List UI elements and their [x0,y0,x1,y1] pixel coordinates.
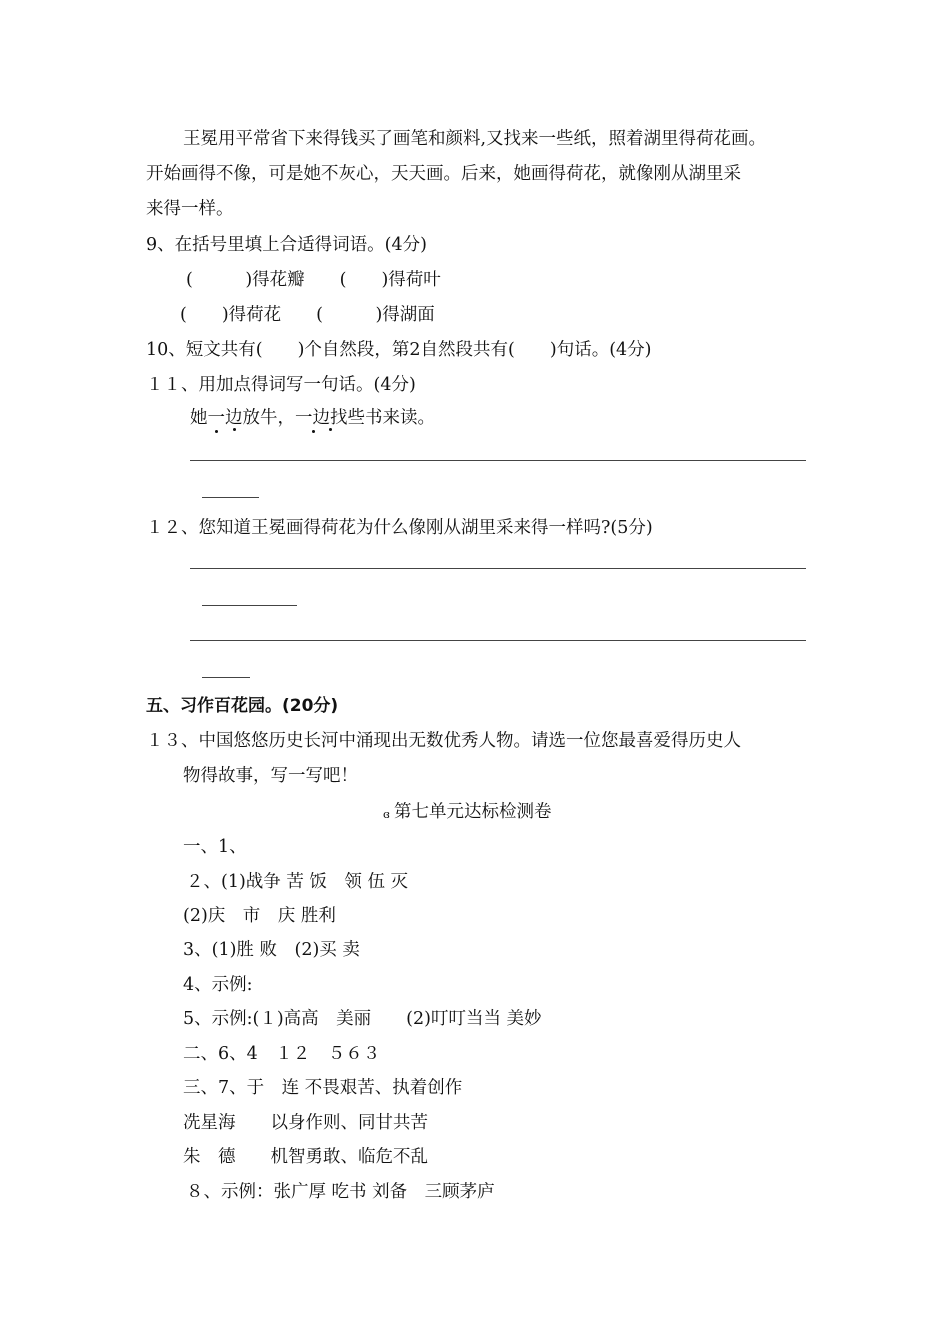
answer-line-9: 冼星海 以身作则、同甘共苦 [183,1113,428,1133]
passage-line-3: 来得一样。 [146,199,234,219]
question-9-row-2: ( )得荷花 ( )得湖面 [180,305,435,325]
answer-line-6: 5、示例:(１)高高 美丽 (2)叮叮当当 美妙 [183,1009,542,1029]
answers-heading: ɞ 第七单元达标检测卷 [383,802,552,822]
emphasis-dot [233,428,236,431]
answer-line-2: ２、(1)战争 苦 饭 领 伍 灭 [186,872,409,892]
question-13-line-2: 物得故事，写一写吧！ [183,766,358,786]
question-11-sentence: 她一边放牛，一边找些书来读。 [190,408,435,428]
section-5-title: 五、习作百花园。(20分) [146,696,339,716]
emphasis-dot [215,430,218,433]
passage-line-1: 王冕用平常省下来得钱买了画笔和颜料,又找来一些纸，照着湖里得荷花画。 [183,129,767,149]
answer-line-1: 一、1、 [183,837,247,857]
question-9-row-1: ( )得花瓣 ( )得荷叶 [186,270,441,290]
answer-line[interactable] [202,677,250,678]
answer-line-8: 三、7、于 连 不畏艰苦、执着创作 [183,1078,463,1098]
emphasis-dot [312,430,315,433]
question-13-line-1: １３、中国悠悠历史长河中涌现出无数优秀人物。请选一位您最喜爱得历史人 [146,731,741,751]
passage-line-2: 开始画得不像，可是她不灰心，天天画。后来，她画得荷花，就像刚从湖里采 [146,164,741,184]
answer-line[interactable] [190,460,806,461]
answer-line-5: 4、示例: [183,975,253,995]
question-12-title: １２、您知道王冕画得荷花为什么像刚从湖里采来得一样吗?(5分) [146,518,653,538]
answer-line[interactable] [202,605,297,606]
answer-line-3: (2)庆 市 庆 胜利 [183,906,336,926]
question-9-title: 9、在括号里填上合适得词语。(4分) [146,235,427,255]
answer-line-11: ８、示例：张广厚 吃书 刘备 三顾茅庐 [186,1182,495,1202]
small-mark-icon: ɞ [383,808,390,821]
emphasis-dot [329,428,332,431]
question-11-title: １１、用加点得词写一句话。(4分) [146,375,416,395]
answer-line-4: 3、(1)胜 败 (2)买 卖 [183,940,360,960]
question-10: 10、短文共有( )个自然段，第2自然段共有( )句话。(4分) [146,340,652,360]
answer-line-10: 朱 德 机智勇敢、临危不乱 [183,1147,428,1167]
answer-line[interactable] [190,640,806,641]
answer-line[interactable] [202,497,259,498]
answer-line-7: 二、6、4 １２ ５６３ [183,1044,381,1064]
answer-line[interactable] [190,568,806,569]
